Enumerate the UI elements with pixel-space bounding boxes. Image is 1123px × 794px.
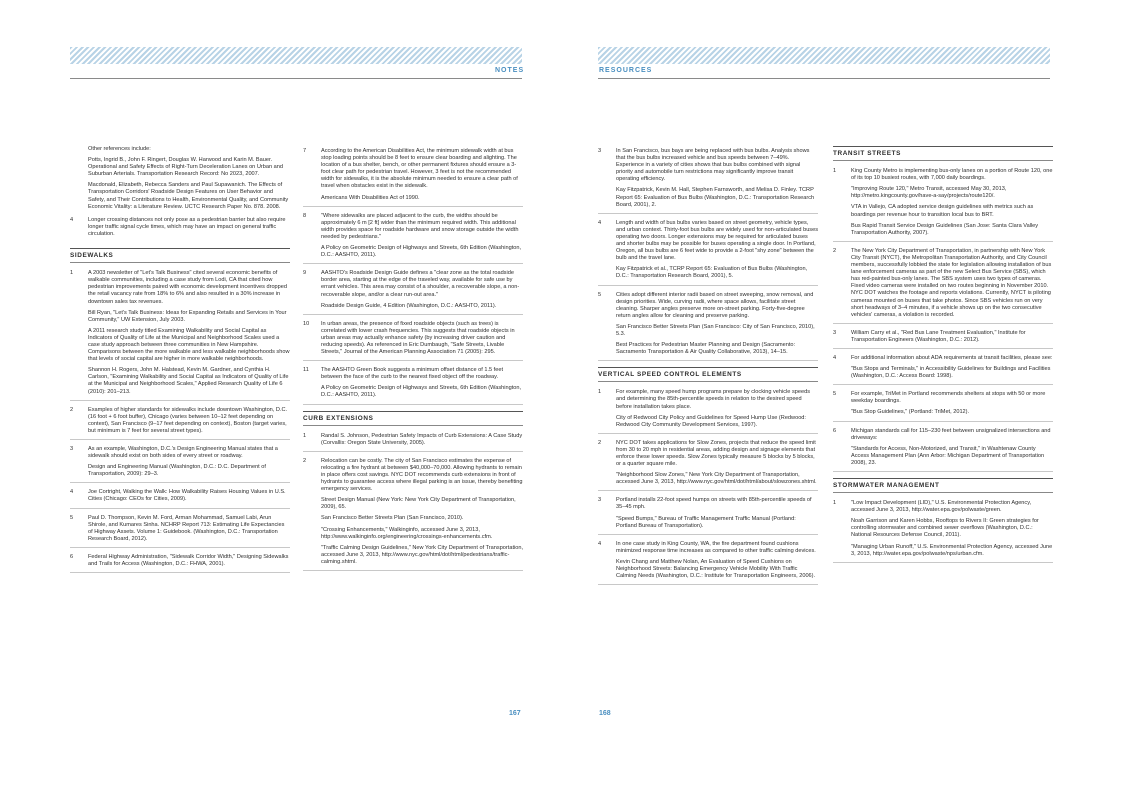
note-paragraph: Kevin Chang and Matthew Nolan, An Evaluation of Speed Cushions on Neighborhood Streets: Balancing Emergency Vehicle Mobility With Traffic Calming Needs (Washington, D.C.: Institute for Transportation Engineers, 2006). <box>616 558 816 580</box>
note-number: 6 <box>833 427 837 434</box>
note-paragraph: A 2011 research study titled Examining Walkability and Social Capital as Indicators of Quality of Life at the Municipal and Neighborhood Scales used a case study approach between three communities in New Hampshire. Comparisons between the more walkable and less walkable neighborhoods show that levels of social capital are higher in more walkable neighborhoods. <box>88 327 290 363</box>
intro-block <box>70 146 290 211</box>
note-number: 9 <box>303 270 307 277</box>
note-item <box>303 146 523 207</box>
note-body <box>616 389 818 428</box>
note-paragraph: "Standards for Access, Non-Motorized, and Transit," in Washtenaw County Access Management Plan (Ann Arbor: Michigan Department of Transportation 2008), 23. <box>851 445 1045 466</box>
note-paragraph: Cities adopt different interior radii based on street sweeping, snow removal, and design priorities. Wide, curving radii, where space allows, facilitate street cleaning. Sharper angles preserve more on-street parking. Forty-five-degree return angles allow for cleaning and preserve parking. <box>616 291 814 319</box>
note-body <box>851 500 1053 558</box>
note-paragraph: Randal S. Johnson, Pedestrian Safety Impacts of Curb Extensions: A Case Study (Corvallis: Oregon State University, 2005). <box>321 432 523 446</box>
note-body <box>88 270 290 396</box>
note-item <box>833 498 1053 563</box>
note-paragraph: "Neighborhood Slow Zones," New York City Department of Transportation, accessed June 3, 2013, http://www.nyc.gov/html/dot/html/about/slowzones.shtml. <box>616 472 817 486</box>
resources-column-2 <box>833 146 1053 567</box>
note-number: 5 <box>833 391 837 398</box>
note-number: 3 <box>70 446 74 452</box>
resources-column-1 <box>598 146 818 589</box>
note-body <box>88 217 290 238</box>
note-paragraph: A Policy on Geometric Design of Highways and Streets, 6th Edition (Washington, D.C.: AASHTO, 2011). <box>321 245 522 259</box>
note-number: 4 <box>70 216 74 223</box>
note-number: 8 <box>303 212 307 219</box>
note-body <box>616 220 818 281</box>
note-item <box>598 438 818 492</box>
intro-paragraph: Potts, Ingrid B., John F. Ringert, Douglas W. Harwood and Karin M. Bauer. Operational and Safety Effects of Right-Turn Deceleration Lanes on Urban and Suburban Arterials. Transportation Research Record: No 2023, 2007. <box>88 157 283 178</box>
note-paragraph: City of Redwood City Policy and Guidelines for Speed Hump Use (Redwood: Redwood City Community Development Services, 1997). <box>616 414 806 428</box>
left-header-rule <box>70 78 522 79</box>
note-body <box>616 541 818 580</box>
note-number: 10 <box>303 320 310 327</box>
note-paragraph: "Speed Bumps," Bureau of Traffic Management Traffic Manual (Portland: Portland Bureau of Transportation). <box>616 515 796 529</box>
notes-column-2 <box>303 146 523 575</box>
right-header-band <box>598 47 1050 64</box>
note-paragraph: Kay Fitzpatrick, Kevin M. Hall, Stephen Farnsworth, and Melisa D. Finley. TCRP Report 65: Evaluation of Bus Bulbs (Washington, D.C.: Transportation Research Board, 2001), 2. <box>616 187 815 208</box>
note-item <box>70 552 290 573</box>
note-paragraph: Bill Ryan, "Let's Talk Business: Ideas for Expanding Retails and Services in Your Community," UW Extension, July 2003. <box>88 309 287 323</box>
note-item <box>303 319 523 361</box>
right-header-rule <box>598 78 1050 79</box>
note-number: 2 <box>303 457 307 464</box>
note-number: 3 <box>598 497 602 504</box>
note-paragraph: "Traffic Calming Design Guidelines," New York City Department of Transportation, accessed June 3, 2013, http://www.nyc.gov/html/dot/html/pedestrians/traffic-calming.shtml. <box>321 544 524 565</box>
note-item <box>303 211 523 265</box>
note-number: 4 <box>598 219 602 226</box>
note-paragraph: Joe Cortright, Walking the Walk: How Walkability Raises Housing Values in U.S. Cities (Chicago: CEOs for Cities, 2009). <box>88 489 286 503</box>
note-item <box>70 487 290 508</box>
note-item <box>70 405 290 440</box>
note-body <box>851 248 1053 319</box>
note-paragraph: San Francisco Better Streets Plan (San Francisco: City of San Francisco, 2010), 5.3. <box>616 323 815 337</box>
note-number: 5 <box>70 514 74 521</box>
note-paragraph: Americans With Disabilities Act of 1990. <box>321 194 420 201</box>
section-heading: STORMWATER MANAGEMENT <box>833 478 1053 493</box>
note-paragraph: VTA in Vallejo, CA adopted service design guidelines with metrics such as boardings per revenue hour to transition local bus to BRT. <box>851 204 1034 218</box>
note-paragraph: In one case study in King County, WA, the fire department found cushions minimized response time increases as compared to other traffic calming devices. <box>616 540 816 554</box>
note-number: 11 <box>303 367 309 374</box>
note-item <box>303 268 523 314</box>
notes-header: NOTES <box>495 67 525 74</box>
note-number: 1 <box>70 270 74 277</box>
note-paragraph: Examples of higher standards for sidewalks include downtown Washington, D.C. (16 foot + 6 foot buffer), Chicago (varies between 10–12 feet depending on context), San Francisco (9–17 feet depending on context), Boston (target varies, but minimum is 7 feet for several street types). <box>88 406 288 434</box>
note-item <box>833 353 1053 385</box>
note-paragraph: AASHTO's Roadside Design Guide defines a "clear zone as the total roadside border area, starting at the edge of the traveled way, available for safe use by errant vehicles. This area may consist of a shoulder, a recoverable slope, a non-recoverable slope, and/or a clear run-out area." <box>321 270 520 298</box>
note-number: 1 <box>598 389 602 396</box>
note-body <box>88 554 290 568</box>
note-paragraph: NYC DOT takes applications for Slow Zones, projects that reduce the speed limit from 30 to 20 mph in residential areas, adding design and signage elements that enforce these lower speeds. Slow Zones typically measure 5 blocks by 5 blocks, or a quarter square mile. <box>616 439 816 468</box>
note-paragraph: Portland installs 22-foot speed humps on streets with 85th-percentile speeds of 35–45 mph. <box>616 497 812 511</box>
note-body <box>321 458 523 566</box>
note-paragraph: Longer crossing distances not only pose as a pedestrian barrier but also require longer traffic signal cycle times, which may have an impact on general traffic circulation. <box>88 216 286 237</box>
section-heading: TRANSIT STREETS <box>833 146 1053 161</box>
note-paragraph: A 2003 newsletter of "Let's Talk Business" cited several economic benefits of walkable communities, including a case study from Lodi, CA that cited how pedestrian improvements paired with economic development incentives dropped the retail vacancy rate from 18% to 6% and also resulted in a 30% increase in downtown sales tax revenues. <box>88 270 287 305</box>
note-body <box>321 270 523 309</box>
page-number-left: 167 <box>509 710 521 717</box>
note-paragraph: For additional information about ADA requirements at transit facilities, please see: <box>851 354 1053 361</box>
note-number: 2 <box>70 406 74 413</box>
note-number: 4 <box>833 354 837 361</box>
note-body <box>851 168 1053 237</box>
note-item <box>303 365 523 404</box>
note-paragraph: Design and Engineering Manual (Washington, D.C.: D.C. Department of Transportation, 2009): 29–3. <box>88 464 266 478</box>
note-number: 4 <box>70 489 74 496</box>
section-heading: VERTICAL SPEED CONTROL ELEMENTS <box>598 367 818 382</box>
note-paragraph: Michigan standards call for 115–230 feet between unsignalized intersections and driveways: <box>851 427 1051 441</box>
note-body <box>88 446 290 478</box>
note-number: 5 <box>598 291 602 298</box>
note-paragraph: "Crossing Enhancements," Walkinginfo, accessed June 3, 2013, http://www.walkinginfo.org/engineering/crossings-enhancements.cfm. <box>321 526 493 540</box>
note-paragraph: Length and width of bus bulbs varies based on street geometry, vehicle types, and urban context. Thirty-foot bus bulbs are widely used for non-articulated buses operating two doors. Longer extensions may be required for articulated buses and shorter bulbs may be possible for buses operating a single door. In Portland, Oregon, all bus bulbs are 6 feet wide to provide a 2-foot "shy zone" between the bulb and the travel lane. <box>616 219 819 262</box>
note-paragraph: In San Francisco, bus bays are being replaced with bus bulbs. Analysis shows that the bus bulbs increased vehicle and bus speeds between 7–49%. Experience in a variety of cities shows that bus bulbs combined with signal priority and automobile turn restrictions may significantly improve transit operating efficiency. <box>616 148 810 183</box>
note-item <box>833 328 1053 349</box>
note-paragraph: The AASHTO Green Book suggests a minimum offset distance of 1.5 feet between the face of the curb to the nearest fixed object off the roadway. <box>321 367 503 381</box>
note-number: 1 <box>303 432 307 439</box>
note-item <box>70 268 290 401</box>
note-body <box>616 148 818 209</box>
note-paragraph: A Policy on Geometric Design of Highways and Streets, 6th Edition (Washington, D.C.: AASHTO, 2011). <box>321 385 522 399</box>
note-paragraph: For example, many speed hump programs prepare by clocking vehicle speeds and determining the 85th-percentile speeds in relation to the desired speed before installation takes place. <box>616 389 811 410</box>
note-number: 2 <box>598 439 602 446</box>
note-paragraph: "Managing Urban Runoff," U.S. Environmental Protection Agency, accessed June 3, 2013, http://water.epa.gov/polwaste/nps/urban.cfm. <box>851 543 1053 557</box>
note-paragraph: Roadside Design Guide, 4 Edition (Washington, D.C.: AASHTO, 2011). <box>321 302 497 309</box>
resources-header: RESOURCES <box>599 67 653 74</box>
note-paragraph: "Improving Route 120," Metro Transit, accessed May 30, 2013, http://metro.kingcounty.gov/have-a-say/projects/route120/. <box>851 186 1007 200</box>
note-body <box>88 489 290 503</box>
intro-paragraph: Other references include: <box>88 146 151 152</box>
note-item <box>598 218 818 286</box>
note-number: 3 <box>598 148 602 154</box>
note-number: 1 <box>833 500 837 507</box>
note-paragraph: "Low Impact Development (LID)," U.S. Environmental Protection Agency, accessed June 3, 2013, http://water.epa.gov/polwaste/green. <box>851 500 1032 514</box>
note-paragraph: Best Practices for Pedestrian Master Planning and Design (Sacramento: Sacramento Transportation & Air Quality Collaborative, 2013), 14–15. <box>616 342 796 356</box>
note-body <box>616 292 818 357</box>
note-item <box>303 431 523 452</box>
note-item <box>70 215 290 242</box>
note-item <box>598 146 818 214</box>
note-paragraph: "Bus Stops and Terminals," in Accessibility Guidelines for Buildings and Facilities (Washington, D.C.: Access Board: 1998). <box>851 366 1051 380</box>
note-body <box>616 440 818 487</box>
note-body <box>321 367 523 399</box>
note-item <box>303 456 523 571</box>
note-paragraph: Noah Garrison and Karen Hobbs, Rooftops to Rivers II: Green strategies for controlling stormwater and combined sewer overflows (Washington, D.C.: National Resources Defense Council, 2011). <box>851 518 1039 539</box>
note-paragraph: The New York City Department of Transportation, in partnership with New York City Transit (NYCT), the Metropolitan Transportation Authority, and City Council members, successfully lobbied the state for legislation allowing installation of bus lane enforcement cameras as part of the new Select Bus Service (SBS), which has red-painted bus-only lanes. The SBS system uses two types of cameras. Fixed video cameras were installed on two routes beginning in November 2010. NYC DOT watches the footage and reports violations. Currently, NYCT is piloting cameras mounted on buses that take photos. Since SBS vehicles run on very short headways of 3–4 minutes, if a vehicle shows up on the two consecutive vehicles' cameras, a violation is recorded. <box>851 247 1052 318</box>
note-item <box>833 426 1053 472</box>
note-paragraph: Relocation can be costly. The city of San Francisco estimates the expense of relocating a fire hydrant at between $40,000–70,000. Allowing hydrants to remain in place offers cost savings. NYC DOT recommends curb extensions in front of hydrants to guarantee access where illegal parking is an issue, thereby benefiting emergency services. <box>321 457 523 493</box>
note-item <box>598 495 818 534</box>
note-number: 6 <box>70 553 74 560</box>
note-paragraph: Bus Rapid Transit Service Design Guidelines (San Jose: Santa Clara Valley Transportation Authority, 2007). <box>851 222 1039 236</box>
note-number: 2 <box>833 247 837 254</box>
left-header-band <box>70 47 522 64</box>
section-heading: CURB EXTENSIONS <box>303 411 523 426</box>
note-paragraph: Street Design Manual (New York: New York City Department of Transportation, 2009), 65. <box>321 497 516 511</box>
note-paragraph: According to the American Disabilities Act, the minimum sidewalk width at bus stop loading points should be 8 feet to ensure clear boarding and alighting. The location of a bus shelter, bench, or other permanent fixtures should ensure a 3-foot clear path for pedestrian travel. However, 3 feet is not the recommended width for sidewalks, it is the absolute minimum needed to ensure a clear path of travel when obstacles exist in the sidewalk. <box>321 148 518 190</box>
note-body <box>88 407 290 435</box>
note-number: 1 <box>833 168 837 175</box>
note-paragraph: William Carry et al., "Red Bus Lane Treatment Evaluation," Institute for Transportation Engineers (Washington, D.C.: 2012). <box>851 329 1026 343</box>
notes-column-1 <box>70 146 290 577</box>
note-number: 7 <box>303 148 307 154</box>
note-paragraph: For example, TriMet in Portland recommends shelters at stops with 50 or more weekday boardings. <box>851 391 1046 405</box>
note-item <box>833 246 1053 324</box>
note-paragraph: "Where sidewalks are placed adjacent to the curb, the widths should be approximately 6 m [2 ft] wider than the minimum required width. This additional width provides space for roadside hardware and snow storage outside the width needed by pedestrians." <box>321 212 519 240</box>
note-paragraph: Federal Highway Administration, "Sidewalk Corridor Width," Designing Sidewalks and Trails for Access (Washington, D.C.: FHWA, 2001). <box>88 553 289 568</box>
note-paragraph: "Bus Stop Guidelines," (Portland: TriMet, 2012). <box>851 409 970 416</box>
section-heading: SIDEWALKS <box>70 248 290 263</box>
note-paragraph: Paul D. Thompson, Kevin M. Ford, Arman Mohammad, Samuel Labi, Arun Shirole, and Kumares Sinha. NCHRP Report 713: Estimating Life Expectancies of Highway Assets. Volume 1: Guidebook. (Washington, D.C.: Transportation Research Board, 2012). <box>88 514 285 542</box>
page-number-right: 168 <box>599 710 611 717</box>
note-number: 4 <box>598 540 602 547</box>
note-item <box>70 444 290 483</box>
note-item <box>70 513 290 548</box>
note-paragraph: Shannon H. Rogers, John M. Halstead, Kevin M. Gardner, and Cynthia H. Carlson, "Examining Walkability and Social Capital as Indicators of Quality of Life at the Municipal and Neighborhood Scales," Applied Research Quality of Life 6 (2010): 201–213. <box>88 367 289 395</box>
note-number: 3 <box>833 329 837 336</box>
note-paragraph: In urban areas, the presence of fixed roadside objects (such as trees) is correlated with lower crash frequencies. This suggests that roadside objects in urban areas may actually enhance safety (by increasing driver caution and reducing speeds). As referenced in Eric Dumbaugh, "Safe Streets, Livable Streets," Journal of the American Planning Association 71 (2005): 295. <box>321 320 515 356</box>
note-item <box>833 166 1053 242</box>
note-body <box>851 428 1053 467</box>
note-body <box>88 515 290 543</box>
note-item <box>598 539 818 585</box>
note-paragraph: Kay Fitzpatrick et al., TCRP Report 65: Evaluation of Bus Bulbs (Washington, D.C.: Transportation Research Board, 2001), 5. <box>616 266 808 280</box>
note-item <box>598 290 818 362</box>
note-body <box>321 148 523 202</box>
note-body <box>321 321 523 356</box>
note-paragraph: As an example, Washington, D.C.'s Design Engineering Manual states that a sidewalk should exist on both sides of every street or roadway. <box>88 446 278 460</box>
note-body <box>321 213 523 260</box>
note-paragraph: San Francisco Better Streets Plan (San Francisco, 2010). <box>321 515 464 522</box>
note-body <box>851 330 1053 344</box>
note-body <box>616 497 818 529</box>
intro-paragraph: Macdonald, Elizabeth, Rebecca Sanders and Paul Supawanich. The Effects of Transportation Corridors' Roadside Design Features on User Behavior and Safety, and Their Contributions to Health, Environmental Quality, and Community Economic Vitality: a Literature Review. UCTC Research Paper No. 878. 2008. <box>88 182 289 210</box>
note-body <box>851 391 1053 416</box>
note-item <box>833 389 1053 421</box>
note-paragraph: King County Metro is implementing bus-only lanes on a portion of Route 120, one of its top 10 busiest routes, with 7,000 daily boardings. <box>851 168 1053 182</box>
note-body <box>321 433 523 447</box>
note-body <box>851 355 1053 380</box>
note-item <box>598 387 818 433</box>
